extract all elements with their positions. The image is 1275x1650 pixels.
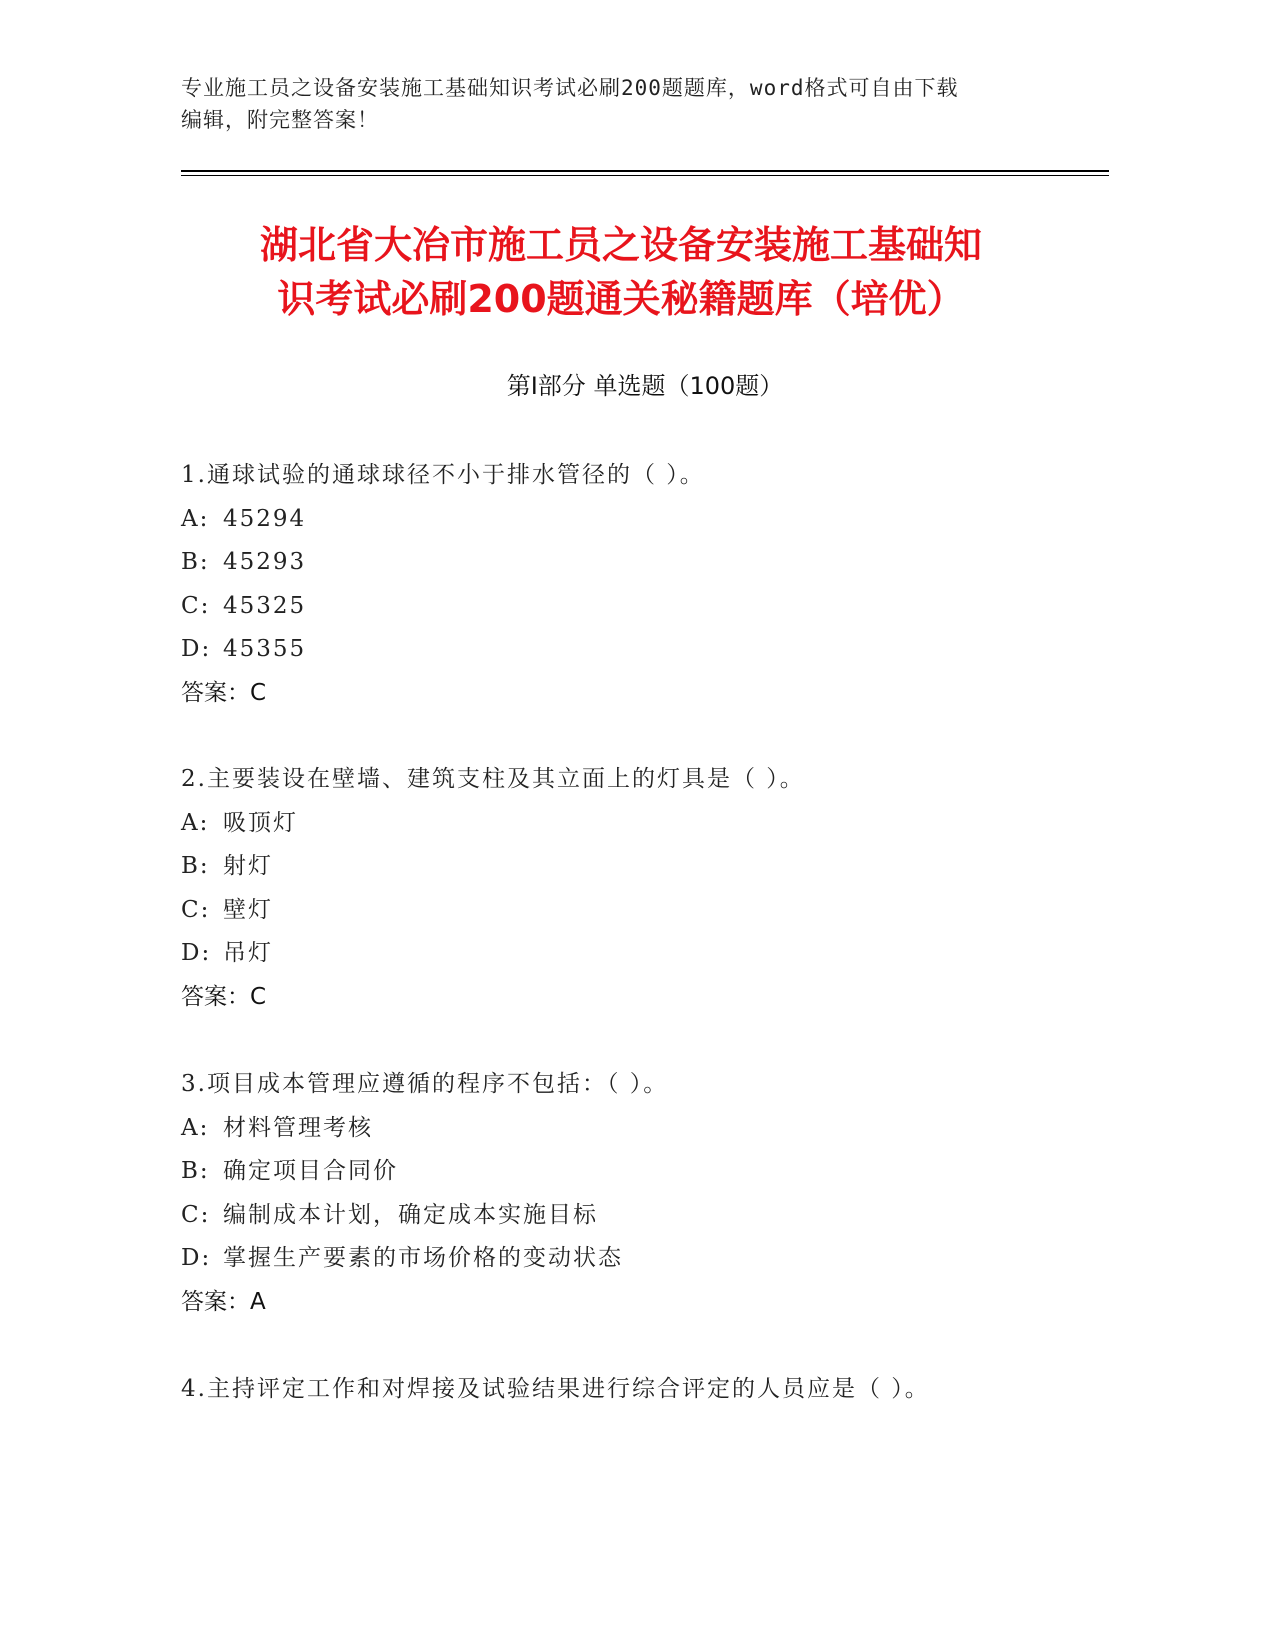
option-c bbox=[181, 1194, 1109, 1238]
option-c bbox=[181, 585, 1109, 629]
option-c bbox=[181, 889, 1109, 933]
option-key: D: bbox=[181, 636, 212, 662]
option-key: C: bbox=[181, 592, 211, 619]
option-text: 45355 bbox=[223, 636, 307, 662]
option-key: B: bbox=[181, 1158, 210, 1184]
option-text: 45293 bbox=[223, 549, 307, 575]
option-b bbox=[181, 845, 1109, 889]
option-key: C: bbox=[181, 896, 211, 923]
option-b bbox=[181, 541, 1109, 585]
option-a bbox=[181, 498, 1109, 542]
option-key: A: bbox=[181, 505, 210, 532]
option-text: 45294 bbox=[223, 505, 307, 532]
answer: 答案：A bbox=[181, 1288, 266, 1315]
header-divider-thin bbox=[181, 175, 1109, 176]
option-text: 材料管理考核 bbox=[223, 1114, 373, 1141]
question-4 bbox=[181, 1368, 1109, 1412]
option-text: 吸顶灯 bbox=[223, 809, 298, 836]
question-stem: 1.通球试验的通球球径不小于排水管径的（ ）。 bbox=[181, 462, 705, 488]
option-key: A: bbox=[181, 809, 210, 836]
option-text: 射灯 bbox=[223, 853, 273, 879]
answer: 答案：C bbox=[181, 983, 267, 1010]
question-stem: 2.主要装设在壁墙、建筑支柱及其立面上的灯具是（ ）。 bbox=[181, 766, 805, 792]
header-note-line-1: 专业施工员之设备安装施工基础知识考试必刷200题题库，word格式可自由下载 bbox=[181, 76, 959, 100]
option-key: C: bbox=[181, 1201, 211, 1228]
option-text: 吊灯 bbox=[223, 940, 273, 966]
option-text: 编制成本计划，确定成本实施目标 bbox=[223, 1201, 598, 1228]
document-title-line-2: 识考试必刷200题通关秘籍题库（培优） bbox=[277, 277, 965, 321]
header-note-line-2: 编辑，附完整答案！ bbox=[181, 108, 379, 132]
option-a bbox=[181, 1107, 1109, 1151]
option-key: D: bbox=[181, 1245, 212, 1271]
question-2 bbox=[181, 758, 1109, 1019]
section-title: 第Ⅰ部分 单选题（100题） bbox=[506, 372, 784, 400]
question-stem: 3.项目成本管理应遵循的程序不包括：（ ）。 bbox=[181, 1071, 669, 1097]
option-d bbox=[181, 628, 1109, 672]
question-3 bbox=[181, 1063, 1109, 1324]
option-key: B: bbox=[181, 549, 210, 575]
question-stem: 4.主持评定工作和对焊接及试验结果进行综合评定的人员应是（ ）。 bbox=[181, 1376, 930, 1402]
option-key: A: bbox=[181, 1114, 210, 1141]
option-text: 确定项目合同价 bbox=[223, 1158, 398, 1184]
option-b bbox=[181, 1150, 1109, 1194]
option-a bbox=[181, 802, 1109, 846]
header-divider-thick bbox=[181, 170, 1109, 172]
option-d bbox=[181, 1237, 1109, 1281]
option-text: 壁灯 bbox=[223, 896, 273, 923]
option-text: 掌握生产要素的市场价格的变动状态 bbox=[223, 1245, 623, 1271]
answer: 答案：C bbox=[181, 679, 267, 706]
option-text: 45325 bbox=[223, 592, 307, 619]
document-title-line-1: 湖北省大冶市施工员之设备安装施工基础知 bbox=[259, 223, 982, 267]
option-key: D: bbox=[181, 940, 212, 966]
header-note bbox=[181, 72, 1061, 136]
question-1 bbox=[181, 454, 1109, 715]
document-title bbox=[181, 218, 1061, 326]
option-key: B: bbox=[181, 853, 210, 879]
option-d bbox=[181, 932, 1109, 976]
